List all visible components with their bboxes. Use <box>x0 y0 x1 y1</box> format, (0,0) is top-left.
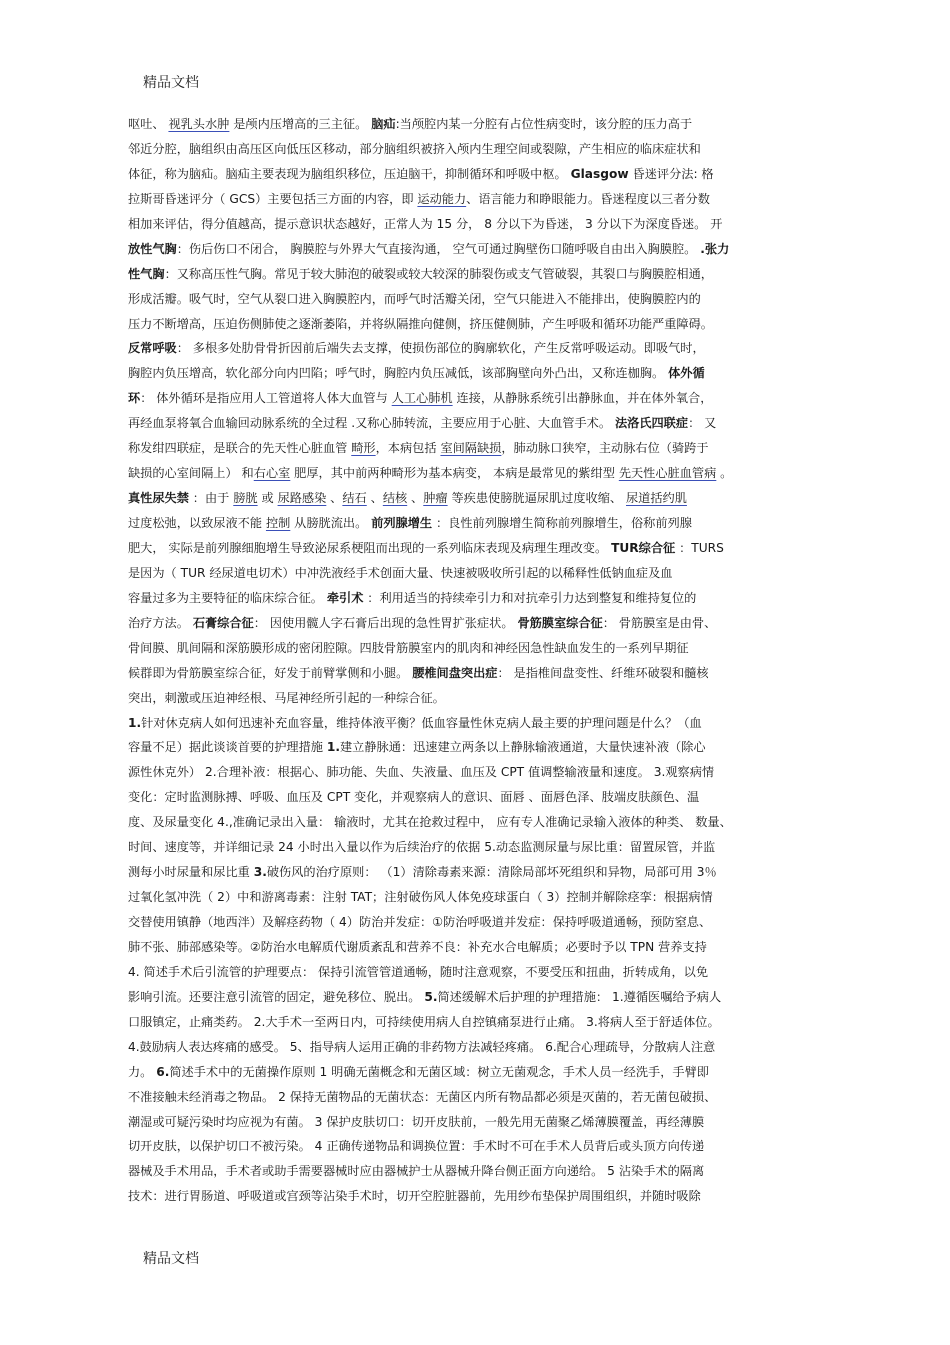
text-run: 过度松弛，以致尿液不能 <box>128 516 266 530</box>
text-line <box>128 960 808 985</box>
text-run: 缺损的心室间隔上） 和 <box>128 466 254 481</box>
text-line <box>128 1110 808 1135</box>
underlined-term: 结核 <box>382 491 408 506</box>
text-run: ： 是指椎间盘变性、纤维环破裂和髓核 <box>497 665 709 680</box>
text-run: 连接，从静脉系统引出静脉血，并在体外氧合， <box>452 391 713 406</box>
underlined-term: 右心室 <box>253 466 291 481</box>
text-line <box>128 112 808 137</box>
text-line <box>128 1010 808 1035</box>
text-run: :当颅腔内某一分腔有占位性病变时，该分腔的压力高于 <box>395 117 693 131</box>
text-run: 力。 <box>128 1064 157 1079</box>
text-line <box>128 1184 808 1209</box>
text-line <box>128 910 808 935</box>
text-line <box>128 586 808 611</box>
text-run: 体征，称为脑疝。脑疝主要表现为脑组织移位，压迫脑干，抑制循环和呼吸中枢。 <box>128 166 571 181</box>
text-run: ： 多根多处肋骨骨折因前后端失去支撑，使损伤部位的胸廓软化，产生反常呼吸运动。即吸气时， <box>176 341 705 356</box>
underlined-term: 视乳头水肿 <box>168 117 230 131</box>
underlined-term: 尿道括约肌 <box>626 491 687 506</box>
text-run: ：又称高压性气胸。常见于较大肺泡的破裂或较大较深的肺裂伤或支气管破裂，其裂口与胸膜腔相通， <box>164 266 713 281</box>
text-run: 技术：进行胃肠道、呼吸道或宫颈等沾染手术时，切开空腔脏器前，先用纱布垫保护周围组织，并随时吸除 <box>128 1189 701 1204</box>
text-run: 过氧化氢冲洗（ 2）中和游离毒素：注射 TAT；注射破伤风人体免疫球蛋白（ 3）控制并解除痉挛：根据病情 <box>128 890 713 905</box>
text-run: 不准接触未经消毒之物品。 2 保持无菌物品的无菌状态：无菌区内所有物品都必须是灭菌的，若无菌包破损、 <box>128 1089 717 1104</box>
text-run: 简述手术中的无菌操作原则 1 明确无菌概念和无菌区域：树立无菌观念，手术人员一经洗手，手臂即 <box>169 1064 709 1079</box>
text-run: 称发绀四联症，是联合的先天性心脏血管 <box>128 441 352 456</box>
text-run: 从膀胱流出。 <box>290 516 372 530</box>
text-run: 候群即为骨筋膜室综合征，好发于前臂掌侧和小腿。 <box>128 665 413 680</box>
text-run: 等疾患使膀胱逼尿肌过度收缩、 <box>447 491 626 506</box>
term-heading: 牵引术 <box>326 590 364 605</box>
underlined-term: 控制 <box>265 516 291 530</box>
text-run: 、语言能力和睁眼能力。昏迷程度以三者分数 <box>466 191 710 206</box>
text-line <box>128 212 808 237</box>
text-line <box>128 287 808 312</box>
term-heading: 体外循 <box>668 366 705 381</box>
page-footer: 精品文档 <box>143 1251 199 1267</box>
term-heading: 环 <box>128 391 141 406</box>
term-heading: 脑疝 <box>371 117 396 131</box>
text-run: 或 <box>257 491 278 506</box>
text-line <box>128 810 808 835</box>
text-run: 针对休克病人如何迅速补充血容量，维持体液平衡？低血容量性休克病人最主要的护理问题是什么？（血 <box>141 715 702 730</box>
term-heading: 性气胸 <box>128 266 165 281</box>
text-line <box>128 835 808 860</box>
text-line <box>128 1085 808 1110</box>
term-heading: TUR综合征 <box>611 540 676 555</box>
text-run: ：良性前列腺增生简称前列腺增生，俗称前列腺 <box>432 516 692 530</box>
text-run: 4. 简述手术后引流管的护理要点： 保持引流管管道通畅，随时注意观察，不要受压和扭曲，折转成角，以免 <box>128 964 709 979</box>
text-run: 建立静脉通：迅速建立两条以上静脉输液通道，大量快速补液（除心 <box>340 740 706 755</box>
text-run: 、 <box>407 491 424 506</box>
text-run: 呕吐、 <box>128 117 169 131</box>
term-heading: .张力 <box>700 241 730 256</box>
term-heading: 腰椎间盘突出症 <box>412 665 498 680</box>
text-line <box>128 735 808 760</box>
underlined-term: 肿瘤 <box>423 491 448 506</box>
text-run: ： 又 <box>688 416 717 431</box>
text-run: 肺不张、肺部感染等。②防治水电解质代谢质紊乱和营养不良：补充水合电解质；必要时予以 TPN 营养支持 <box>128 939 707 954</box>
underlined-term: 膀胱 <box>233 491 258 506</box>
text-run: 肥大， 实际是前列腺细胞增生导致泌尿系梗阻而出现的一系列临床表现及病理生理改变。 <box>128 540 612 555</box>
term-heading: 法洛氏四联症 <box>614 416 689 431</box>
text-run: 突出，刺激或压迫神经根、马尾神经所引起的一种综合征。 <box>128 690 445 705</box>
term-heading: 骨筋膜室综合征 <box>517 615 603 630</box>
page-header: 精品文档 <box>143 75 199 91</box>
text-line <box>128 1035 808 1060</box>
text-line <box>128 361 808 386</box>
text-run: 度、及尿量变化 4.,准确记录出入量： 输液时，尤其在抢救过程中， 应有专人准确记录输入液体的种类、 数量、 <box>128 815 732 830</box>
text-line <box>128 262 808 287</box>
underlined-term: 运动能力 <box>417 191 467 206</box>
text-line <box>128 1060 808 1085</box>
text-run: 治疗方法。 <box>128 615 193 630</box>
underlined-term: 室间隔缺损 <box>440 441 502 456</box>
text-run: ： 骨筋膜室是由骨、 <box>602 615 717 630</box>
term-heading: 1. <box>326 740 340 755</box>
text-run: 压力不断增高，压迫伤侧肺使之逐渐萎陷，并将纵隔推向健侧，挤压健侧肺，产生呼吸和循环功能严重障碍。 <box>128 316 713 331</box>
text-line <box>128 411 808 436</box>
term-heading: 放性气胸 <box>128 241 177 256</box>
text-run: 拉斯哥昏迷评分（ GCS）主要包括三方面的内容，即 <box>128 191 418 206</box>
text-run: 。 <box>716 466 733 481</box>
text-run: 容量过多为主要特征的临床综合征。 <box>128 590 327 605</box>
term-heading: 6. <box>156 1064 170 1079</box>
text-run: ：由于 <box>188 491 234 506</box>
text-run: 是颅内压增高的三主征。 <box>229 117 372 131</box>
underlined-term: 结石 <box>342 491 367 506</box>
text-run: 时间、速度等，并详细记录 24 小时出入量以作为后续治疗的依据 5.动态监测尿量与尿比重：留置尿管，并监 <box>128 840 716 855</box>
text-run: 影响引流。还要注意引流管的固定，避免移位、脱出。 <box>128 989 425 1004</box>
text-line <box>128 860 808 885</box>
underlined-term: 尿路感染 <box>277 491 327 506</box>
text-run: 是因为（ TUR 经尿道电切术）中冲洗液经手术创面大量、快速被吸收所引起的以稀释性低钠血症及血 <box>128 565 673 580</box>
text-line <box>128 511 808 536</box>
text-run: 形成活瓣。吸气时，空气从裂口进入胸膜腔内，而呼气时活瓣关闭，空气只能进入不能排出，使胸膜腔内的 <box>128 291 701 306</box>
text-run: 、 <box>326 491 343 506</box>
term-heading: Glasgow <box>570 166 629 181</box>
text-run: 相加来评估，得分值越高，提示意识状态越好，正常人为 15 分， 8 分以下为昏迷， 3 分以下为深度昏迷。 开 <box>128 216 723 231</box>
text-line <box>128 686 808 711</box>
text-run: ： 体外循环是指应用人工管道将人体大血管与 <box>140 391 392 406</box>
text-run: 简述缓解术后护理的护理措施： 1.遵循医嘱给予病人 <box>437 989 722 1004</box>
text-run: 昏迷评分法: 格 <box>628 166 714 181</box>
text-run: ： 因使用髋人字石膏后出现的急性胃扩张症状。 <box>253 615 518 630</box>
text-line <box>128 935 808 960</box>
term-heading: 5. <box>424 989 438 1004</box>
text-line <box>128 237 808 262</box>
text-run: ，本病包括 <box>375 441 441 456</box>
document-body <box>128 112 808 1209</box>
term-heading: 1. <box>128 715 142 730</box>
text-line <box>128 162 808 187</box>
text-line <box>128 1159 808 1184</box>
text-run: 源性休克外） 2.合理补液：根据心、肺功能、失血、失液量、血压及 CPT 值调整输液量和速度。 3.观察病情 <box>128 765 715 780</box>
text-line <box>128 486 808 511</box>
text-run: 切开皮肤，以保护切口不被污染。 4 正确传递物品和调换位置：手术时不可在手术人员背后或头顶方向传递 <box>128 1139 705 1154</box>
text-line <box>128 636 808 661</box>
term-heading: 真性尿失禁 <box>128 491 189 506</box>
term-heading: 3. <box>253 865 267 880</box>
text-line <box>128 536 808 561</box>
text-run: ：伤后伤口不闭合， 胸膜腔与外界大气直接沟通， 空气可通过胸壁伤口随呼吸自由出入胸膜腔。 <box>176 241 701 256</box>
underlined-term: 先天性心脏血管病 <box>618 466 717 481</box>
text-run: 肥厚，其中前两种畸形为基本病变， 本病是最常见的紫绀型 <box>290 466 619 481</box>
text-run: ，肺动脉口狭窄，主动脉右位（骑跨于 <box>501 441 709 456</box>
text-run: 胸腔内负压增高，软化部分向内凹陷；呼气时，胸腔内负压减低，该部胸壁向外凸出，又称连枷胸。 <box>128 366 669 381</box>
text-line <box>128 386 808 411</box>
text-line <box>128 312 808 337</box>
text-run: ：TURS <box>675 540 724 555</box>
text-run: 、 <box>366 491 383 506</box>
text-line <box>128 137 808 162</box>
term-heading: 反常呼吸 <box>128 341 177 356</box>
text-run: 破伤风的治疗原则： （1）清除毒素来源：清除局部坏死组织和异物，局部可用 3％ <box>266 865 717 880</box>
text-run: 容量不足）据此谈谈首要的护理措施 <box>128 740 327 755</box>
text-run: 变化：定时监测脉搏、呼吸、血压及 CPT 变化，并观察病人的意识、面唇 、面唇色泽、肢端皮肤颜色、温 <box>128 790 700 805</box>
text-line <box>128 436 808 461</box>
text-line <box>128 760 808 785</box>
text-run: 潮湿或可疑污染时均应视为有菌。 3 保护皮肤切口：切开皮肤前，一般先用无菌聚乙烯薄膜覆盖，再经薄膜 <box>128 1114 705 1129</box>
text-run: 测每小时尿量和尿比重 <box>128 865 254 880</box>
text-line <box>128 711 808 736</box>
text-run: 骨间膜、肌间隔和深筋膜形成的密闭腔隙。四肢骨筋膜室内的肌肉和神经因急性缺血发生的一系列早期征 <box>128 640 689 655</box>
text-line <box>128 611 808 636</box>
text-run: 邻近分腔，脑组织由高压区向低压区移动，部分脑组织被挤入颅内生理空间或裂隙，产生相应的临床症状和 <box>128 141 701 156</box>
underlined-term: 畸形 <box>351 441 376 456</box>
text-line <box>128 336 808 361</box>
text-run: 口服镇定，止痛类药。 2.大手术一至两日内，可持续使用病人自控镇痛泵进行止痛。 3.将病人至于舒适体位。 <box>128 1014 720 1029</box>
text-line <box>128 1134 808 1159</box>
text-line <box>128 187 808 212</box>
text-run: 再经血泵将氧合血输回动脉系统的全过程 .又称心肺转流，主要应用于心脏、大血管手术。 <box>128 416 615 431</box>
text-run: ：利用适当的持续牵引力和对抗牵引力达到整复和维持复位的 <box>363 590 697 605</box>
text-run: 4.鼓励病人表达疼痛的感受。 5、指导病人运用正确的非药物方法减轻疼痛。 6.配合心理疏导，分散病人注意 <box>128 1039 716 1054</box>
underlined-term: 人工心肺机 <box>391 391 453 406</box>
text-line <box>128 785 808 810</box>
text-line <box>128 985 808 1010</box>
text-run: 器械及手术用品，手术者或助手需要器械时应由器械护士从器械升降台侧正面方向递给。 5 沾染手术的隔离 <box>128 1164 705 1179</box>
term-heading: 石膏综合征 <box>192 615 254 630</box>
text-line <box>128 461 808 486</box>
text-line <box>128 885 808 910</box>
text-line <box>128 661 808 686</box>
term-heading: 前列腺增生 <box>371 516 433 530</box>
text-run: 交替使用镇静（地西泮）及解痉药物（ 4）防治并发症：①防治呼吸道并发症：保持呼吸道通畅，预防窒息、 <box>128 915 712 929</box>
text-line <box>128 561 808 586</box>
